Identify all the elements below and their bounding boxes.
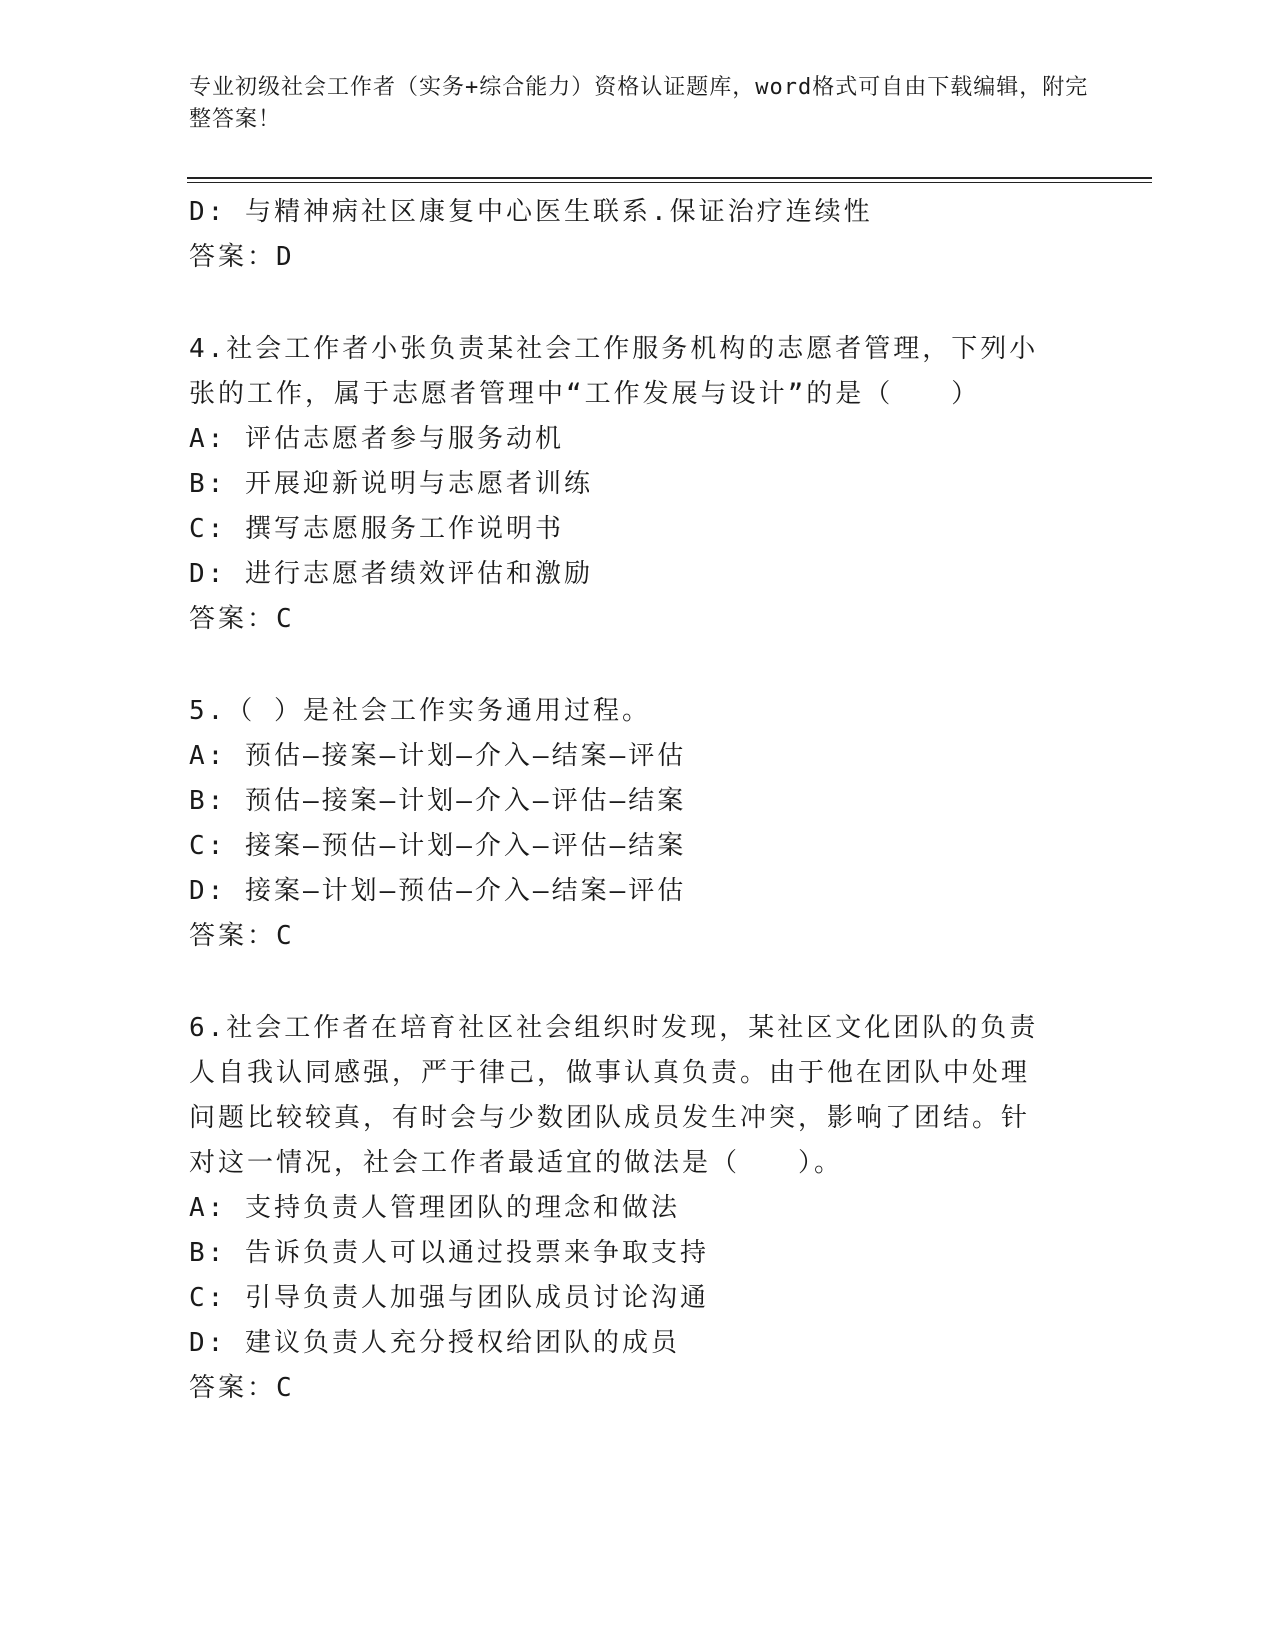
spacer (189, 959, 1069, 1006)
answer: 答案：C (189, 1373, 295, 1403)
page-header: 专业初级社会工作者（实务+综合能力）资格认证题库，word格式可自由下载编辑，附完整答案！ (189, 75, 1089, 132)
option-c: C: 撰写志愿服务工作说明书 (189, 514, 564, 544)
option-a: A: 支持负责人管理团队的理念和做法 (189, 1193, 680, 1223)
spacer (189, 280, 1069, 327)
question-stem: 6.社会工作者在培育社区社会组织时发现，某社区文化团队的负责人自我认同感强，严于律己，做事认真负责。由于他在团队中处理问题比较较真，有时会与少数团队成员发生冲突，影响了团结。针对这一情况，社会工作者最适宜的做法是（ ）。 (189, 1013, 1039, 1178)
option-d: D: 进行志愿者绩效评估和激励 (189, 559, 593, 589)
question-5 (189, 689, 1069, 959)
option-d: D: 建议负责人充分授权给团队的成员 (189, 1328, 680, 1358)
answer: 答案：C (189, 604, 295, 634)
answer: 答案：C (189, 921, 295, 951)
spacer (189, 642, 1069, 689)
question-stem: 5.（ ）是社会工作实务通用过程。 (189, 696, 651, 726)
answer: 答案：D (189, 242, 295, 272)
option-d: D: 与精神病社区康复中心医生联系.保证治疗连续性 (189, 197, 873, 227)
option-c: C: 接案—预估—计划—介入—评估—结案 (189, 831, 687, 861)
option-b: B: 预估—接案—计划—介入—评估—结案 (189, 786, 687, 816)
option-c: C: 引导负责人加强与团队成员讨论沟通 (189, 1283, 709, 1313)
option-b: B: 开展迎新说明与志愿者训练 (189, 469, 593, 499)
question-content (189, 190, 1069, 1411)
option-d: D: 接案—计划—预估—介入—结案—评估 (189, 876, 687, 906)
option-a: A: 评估志愿者参与服务动机 (189, 424, 564, 454)
header-divider (187, 177, 1152, 183)
question-6 (189, 1006, 1069, 1411)
question-stem: 4.社会工作者小张负责某社会工作服务机构的志愿者管理，下列小张的工作，属于志愿者管理中“工作发展与设计”的是（ ） (189, 334, 1039, 409)
question-4 (189, 327, 1069, 642)
option-b: B: 告诉负责人可以通过投票来争取支持 (189, 1238, 709, 1268)
option-a: A: 预估—接案—计划—介入—结案—评估 (189, 741, 687, 771)
